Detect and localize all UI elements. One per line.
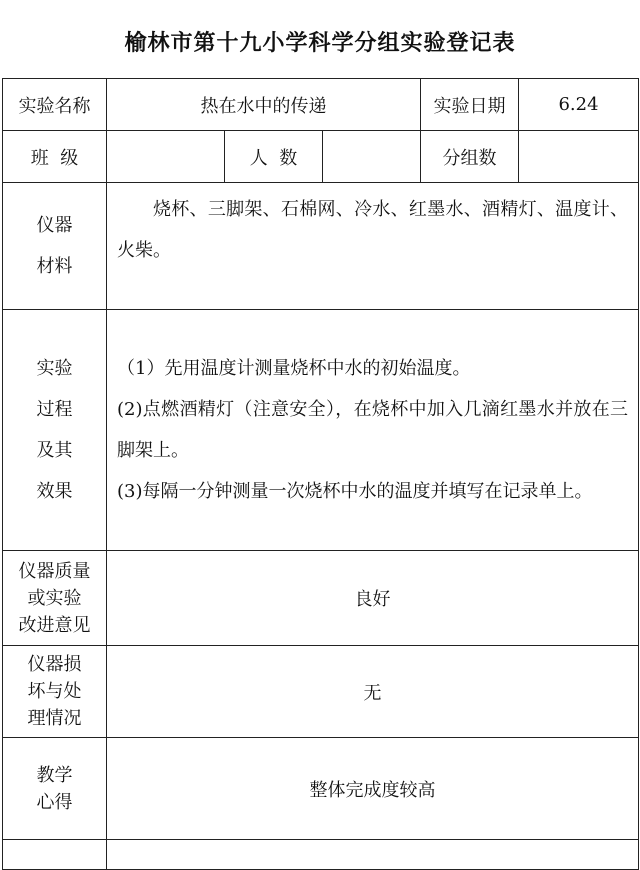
- group-count-label: 分组数: [421, 131, 519, 183]
- experiment-date-label: 实验日期: [421, 79, 519, 131]
- materials-text: 烧杯、三脚架、石棉网、冷水、红墨水、酒精灯、温度计、火柴。: [107, 183, 639, 310]
- experiment-date-value: 6.24: [519, 79, 639, 131]
- damage-label-line: 理情况: [27, 708, 82, 729]
- materials-label-line: 材料: [36, 256, 73, 277]
- materials-label: [3, 183, 107, 310]
- process-steps: [107, 310, 639, 551]
- quality-label-line: 改进意见: [18, 614, 91, 636]
- row-materials: [3, 183, 639, 310]
- quality-label: [3, 551, 107, 646]
- row-quality: [3, 551, 639, 646]
- process-step: （1）先用温度计测量烧杯中水的初始温度。: [117, 358, 471, 379]
- damage-value: 无: [107, 646, 639, 738]
- experiment-record-table: [2, 78, 639, 870]
- row-process: [3, 310, 639, 551]
- quality-value: 良好: [107, 551, 639, 646]
- process-label-line: 效果: [36, 481, 73, 502]
- process-label: [3, 310, 107, 551]
- process-step: (3)每隔一分钟测量一次烧杯中水的温度并填写在记录单上。: [117, 481, 593, 502]
- class-label: 班 级: [3, 131, 107, 183]
- page-title: 榆林市第十九小学科学分组实验登记表: [124, 31, 516, 56]
- class-value: [107, 131, 225, 183]
- teaching-label-line: 教学: [36, 764, 73, 786]
- row-class-info: [3, 131, 639, 183]
- damage-label-line: 坏与处: [27, 681, 82, 702]
- teaching-label-line: 心得: [36, 791, 73, 813]
- row-teaching: [3, 738, 639, 840]
- damage-label: [3, 646, 107, 738]
- experiment-name-value: 热在水中的传递: [107, 79, 421, 131]
- process-label-line: 实验: [36, 358, 73, 379]
- row-blank: [3, 840, 639, 870]
- people-count-label: 人 数: [225, 131, 323, 183]
- teaching-value: 整体完成度较高: [107, 738, 639, 840]
- quality-label-line: 或实验: [27, 587, 82, 609]
- process-label-line: 过程: [36, 399, 73, 420]
- experiment-name-label: 实验名称: [3, 79, 107, 131]
- process-label-line: 及其: [36, 440, 73, 461]
- row-experiment-name: [3, 79, 639, 131]
- row-damage: [3, 646, 639, 738]
- quality-label-line: 仪器质量: [18, 560, 91, 582]
- blank-cell: [3, 840, 107, 870]
- process-step: (2)点燃酒精灯（注意安全），在烧杯中加入几滴红墨水并放在三脚架上。: [117, 399, 629, 461]
- group-count-value: [519, 131, 639, 183]
- blank-cell: [107, 840, 639, 870]
- damage-label-line: 仪器损: [27, 654, 82, 675]
- people-count-value: [323, 131, 421, 183]
- teaching-label: [3, 738, 107, 840]
- materials-label-line: 仪器: [36, 215, 73, 236]
